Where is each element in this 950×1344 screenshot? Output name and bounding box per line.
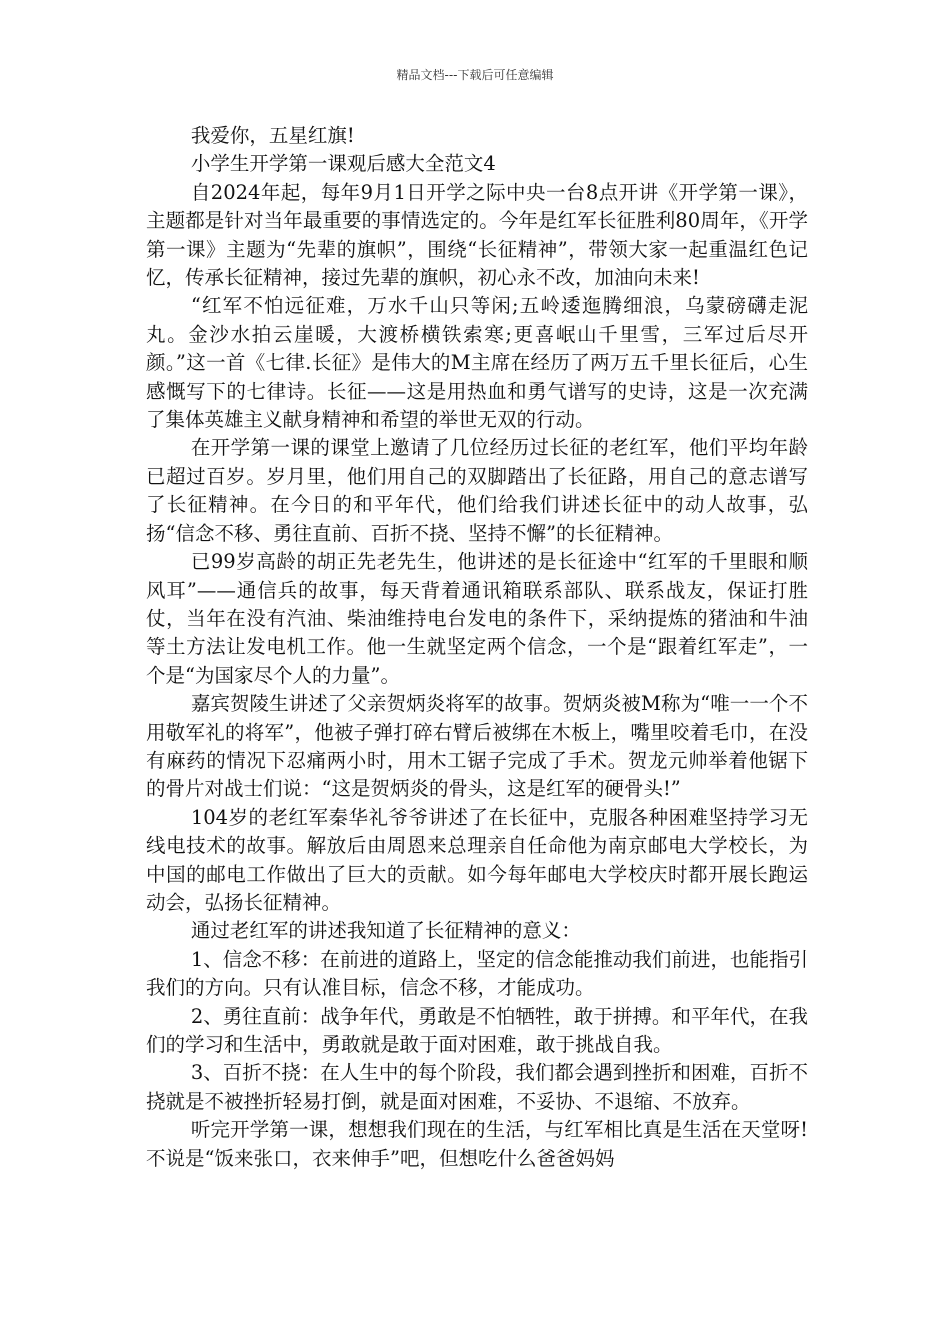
paragraph-he-bingyan: 嘉宾贺陵生讲述了父亲贺炳炎将军的故事。贺炳炎被M称为“唯一一个不用敬军礼的将军”，他被子弹打碎右臂后被绑在木板上，嘴里咬着毛巾，在没有麻药的情况下忍痛两小时，用木工锯子完成了手术。贺龙元帅举着他锯下的骨片对战士们说：“这是贺炳炎的骨头，这是红军的硬骨头!” xyxy=(146,692,808,801)
paragraph-meaning-intro: 通过老红军的讲述我知道了长征精神的意义： xyxy=(190,919,581,943)
paragraph-intro: 自2024年起，每年9月1日开学之际中央一台8点开讲《开学第一课》，主题都是针对当年最重要的事情选定的。今年是红军长征胜利80周年，《开学第一课》主题为“先辈的旗帜”，围绕“长征精神”，带领大家一起重温红色记忆，传承长征精神，接过先辈的旗帜，初心永不改，加油向未来! xyxy=(146,180,808,290)
paragraph-hu-zhengxian: 已99岁高龄的胡正先老先生，他讲述的是长征途中“红军的千里眼和顺风耳”——通信兵的故事，每天背着通讯箱联系部队、联系战友，保证打胜仗，当年在没有汽油、柴油维持电台发电的条件下，采纳提炼的猪油和牛油等土方法让发电机工作。他一生就坚定两个信念，一个是“跟着红军走”，一个是“为国家尽个人的力量”。 xyxy=(146,550,808,687)
paragraph-point-2: 2、勇往直前：战争年代，勇敢是不怕牺牲，敢于拼搏。和平年代，在我们的学习和生活中，勇敢就是敢于面对困难，敢于挑战自我。 xyxy=(146,1004,808,1056)
paragraph-poem: “红军不怕远征难，万水千山只等闲;五岭逶迤腾细浪，乌蒙磅礴走泥丸。金沙水拍云崖暖，大渡桥横铁索寒;更喜岷山千里雪，三军过后尽开颜。”这一首《七律.长征》是伟大的M主席在经历了两万五千里长征后，心生感慨写下的七律诗。长征——这是用热血和勇气谱写的史诗，这是一次充满了集体英雄主义献身精神和希望的举世无双的行动。 xyxy=(146,294,808,432)
paragraph-point-3: 3、百折不挠：在人生中的每个阶段，我们都会遇到挫折和困难，百折不挠就是不被挫折轻易打倒，就是面对困难，不妥协、不退缩、不放弃。 xyxy=(146,1061,808,1113)
document-body xyxy=(146,122,808,1173)
paragraph-veterans: 在开学第一课的课堂上邀请了几位经历过长征的老红军，他们平均年龄已超过百岁。岁月里，他们用自己的双脚踏出了长征路，用自己的意志谱写了长征精神。在今日的和平年代，他们给我们讲述长征中的动人故事，弘扬“信念不移、勇往直前、百折不挠、坚持不懈”的长征精神。 xyxy=(146,436,808,545)
section-title: 小学生开学第一课观后感大全范文4 xyxy=(190,152,496,176)
paragraph-closing-line: 我爱你，五星红旗! xyxy=(190,124,355,147)
paragraph-point-1: 1、信念不移：在前进的道路上，坚定的信念能推动我们前进，也能指引我们的方向。只有认准目标，信念不移，才能成功。 xyxy=(146,947,808,1000)
page-header: 精品文档---下载后可任意编辑 xyxy=(396,68,554,82)
paragraph-qin-huali: 104岁的老红军秦华礼爷爷讲述了在长征中，克服各种困难坚持学习无线电技术的故事。解放后由周恩来总理亲自任命他为南京邮电大学校长，为中国的邮电工作做出了巨大的贡献。如今每年邮电大学校庆时都开展长跑运动会，弘扬长征精神。 xyxy=(146,805,808,914)
paragraph-reflection: 听完开学第一课，想想我们现在的生活，与红军相比真是生活在天堂呀!不说是“饭来张口，衣来伸手”吧，但想吃什么爸爸妈妈 xyxy=(146,1118,808,1170)
